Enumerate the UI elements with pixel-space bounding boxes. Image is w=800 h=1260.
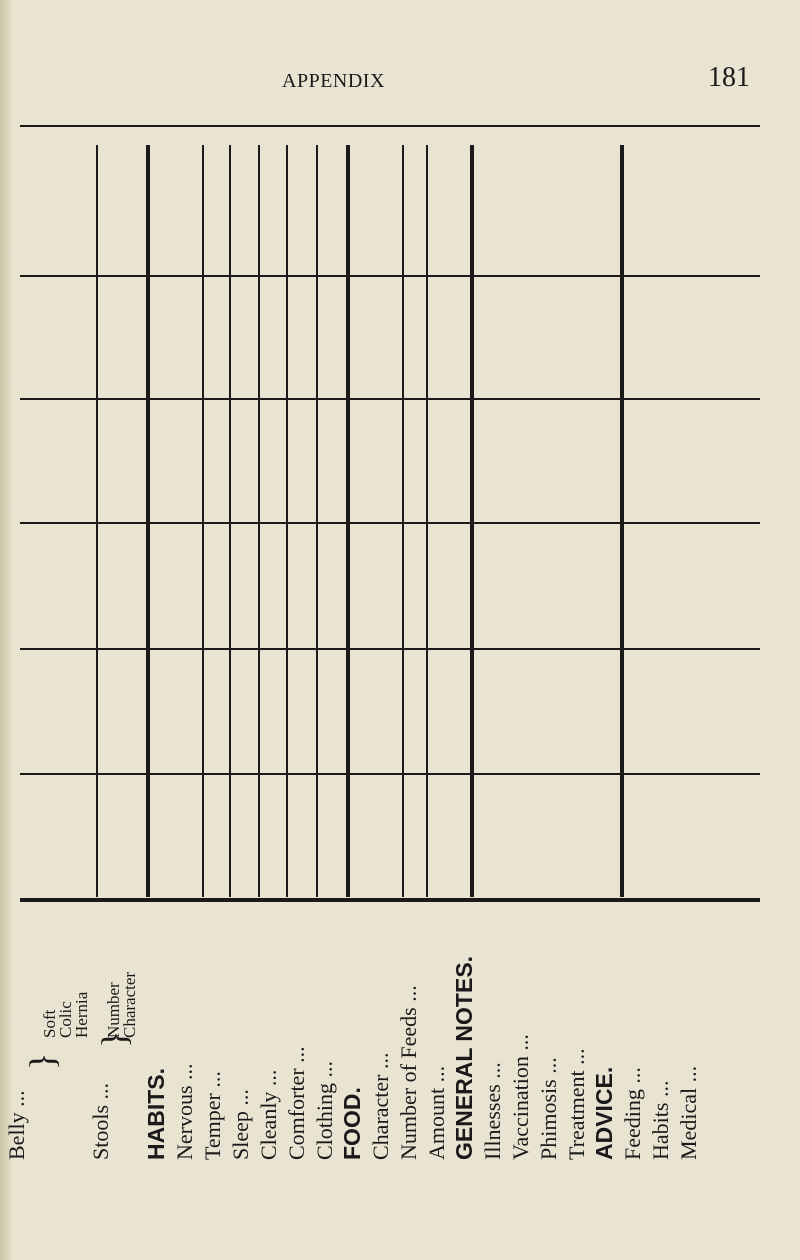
row-label-cleanly: Cleanly ... [256,1069,281,1160]
running-head: APPENDIX [282,70,385,92]
section-food: FOOD. [339,1087,365,1160]
rule-5 [20,773,760,775]
column-rule [96,145,98,897]
row-label-phimosis: Phimosis ... [536,1057,561,1160]
brace: } [94,1030,134,1048]
column-rule [286,145,288,897]
row-label-comforter: Comforter ... [284,1046,309,1160]
section-general-notes: GENERAL NOTES. [451,955,477,1160]
row-label-medical: Medical ... [676,1065,701,1160]
column-rule [229,145,231,897]
column-rule [426,145,428,897]
row-label-vaccination: Vaccination ... [508,1034,533,1160]
column-rule [402,145,404,897]
row-label-stools: Stools ... [88,1082,113,1160]
row-label-character: Character ... [368,1052,393,1160]
rule-2 [20,398,760,400]
row-label-nervous: Nervous ... [172,1063,197,1160]
rule-bottom [20,898,760,902]
rule-top [20,125,760,127]
column-rule [316,145,318,897]
sublabel-soft: Soft [40,1009,59,1038]
row-label-amount: Amount ... [424,1065,449,1160]
brace: } [22,1052,62,1070]
row-label-treatment: Treatment ... [564,1048,589,1160]
column-rule [258,145,260,897]
column-rule [202,145,204,897]
row-labels [0,905,800,1260]
row-label-feeding: Feeding ... [620,1067,645,1160]
sublabel-character: Character [120,971,139,1038]
sublabel-hernia: Hernia [72,991,91,1038]
row-label-belly: Belly ... [4,1090,29,1160]
rule-1 [20,275,760,277]
column-rule [146,145,150,897]
row-label-temper: Temper ... [200,1071,225,1160]
column-rule [470,145,474,897]
row-label-habits: Habits ... [648,1080,673,1160]
column-rule [620,145,624,897]
row-label-illnesses: Illnesses ... [480,1062,505,1160]
sublabel-number: Number [104,982,123,1038]
page-number: 181 [708,62,750,93]
row-label-sleep: Sleep ... [228,1089,253,1160]
section-advice: ADVICE. [591,1066,617,1160]
rule-4 [20,648,760,650]
section-habits: HABITS. [143,1068,169,1160]
sublabel-colic: Colic [56,1001,75,1038]
row-label-clothing: Clothing ... [312,1060,337,1160]
rule-3 [20,522,760,524]
row-label-number-of-feeds: Number of Feeds ... [396,985,421,1160]
column-rule [346,145,350,897]
